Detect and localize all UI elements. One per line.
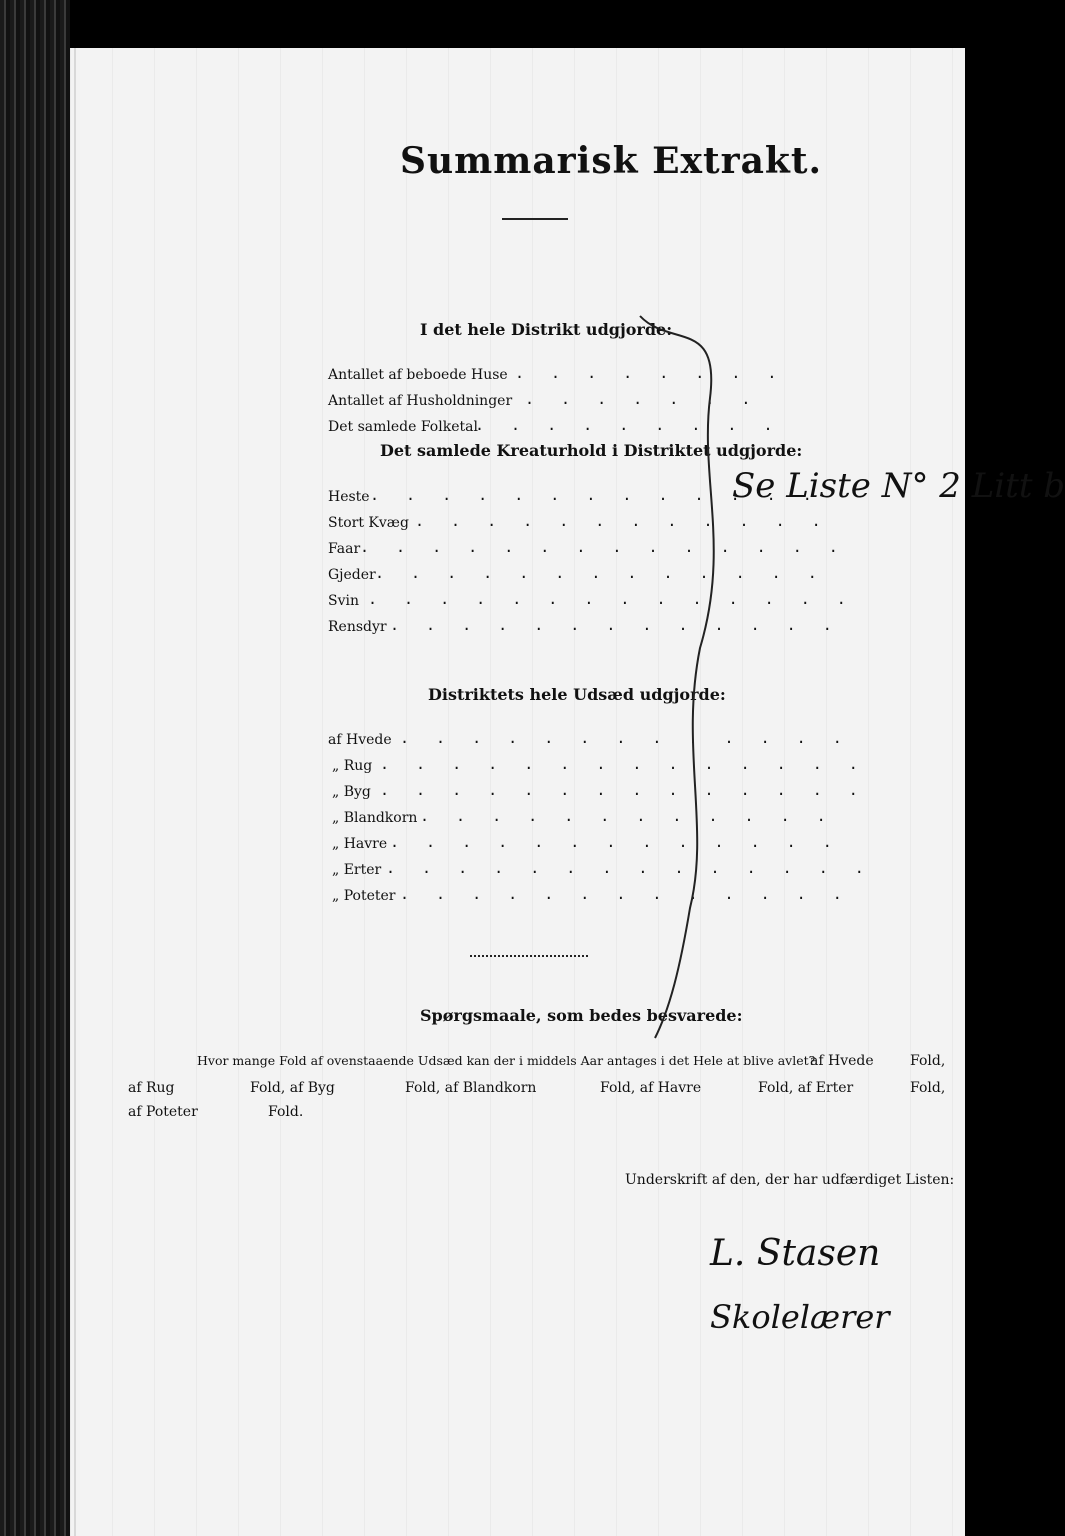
section3-item-wheat: af Hvede <box>328 732 392 748</box>
section1-item-houses: Antallet af beboede Huse <box>328 367 508 383</box>
dot-leader: . . . . . . . . . . . . . . <box>380 755 867 773</box>
section3-item-oats: „ Havre <box>332 836 388 852</box>
section2-item-goats: Gjeder <box>328 567 376 583</box>
dot-leader: . . . . . . . . . . . . <box>415 512 830 530</box>
question-fold-end: Fold. <box>268 1104 304 1120</box>
section2-item-horses: Heste <box>328 489 370 505</box>
book-binding <box>0 0 70 1536</box>
dot-leader: . . . . . . . . . . . . . . <box>386 859 873 877</box>
questions-heading: Spørgsmaale, som bedes besvarede: <box>420 1006 743 1025</box>
dot-leader: . . . . . . . . . . . . . <box>370 486 821 504</box>
dot-leader: . . . . . . . . <box>515 364 786 382</box>
section3-item-barley: „ Byg <box>332 784 371 800</box>
section1-heading: I det hele Distrikt udgjorde: <box>420 320 673 339</box>
section3-item-peas: „ Erter <box>332 862 382 878</box>
signature-title: Skolelærer <box>710 1298 890 1336</box>
page-title: Summarisk Extrakt. <box>400 140 822 182</box>
dot-leader: . . . . . . . . . . . . . <box>400 885 851 903</box>
dot-leader: . . . . . . . . . . . . . . <box>368 590 855 608</box>
question-fold-af-havre: Fold, af Havre <box>600 1080 702 1096</box>
dot-leader: . . . . . . . <box>525 390 760 408</box>
question-fold-1: Fold, <box>910 1053 946 1069</box>
section3-item-rye: „ Rug <box>332 758 373 774</box>
question-fold-af-erter: Fold, af Erter <box>758 1080 854 1096</box>
section3-item-potatoes: „ Poteter <box>332 888 396 904</box>
question-af-hvede: af Hvede <box>810 1053 874 1069</box>
section1-item-population: Det samlede Folketal <box>328 419 478 435</box>
brace-stroke <box>70 48 965 1536</box>
margin-note-handwritten: Se Liste N° 2 Litt b <box>732 466 1065 506</box>
dot-leader: . . . . . . . . . . . . . <box>400 729 851 747</box>
signature-label: Underskrift af den, der har udfærdiget Listen: <box>625 1172 955 1188</box>
dot-leader: . . . . . . . . . . . . <box>420 807 835 825</box>
question-fold-af-blandkorn: Fold, af Blandkorn <box>405 1080 537 1096</box>
dot-leader: . . . . . . . . . <box>475 416 782 434</box>
section3-heading: Distriktets hele Udsæd udgjorde: <box>428 685 726 704</box>
section1-item-households: Antallet af Husholdninger <box>328 393 513 409</box>
dot-leader: . . . . . . . . . . . . . <box>375 564 826 582</box>
dot-leader: . . . . . . . . . . . . . <box>390 833 841 851</box>
question-af-rug: af Rug <box>128 1080 175 1096</box>
question-fold-2: Fold, <box>910 1080 946 1096</box>
question-line-1: Hvor mange Fold af ovenstaaende Udsæd kan der i middels Aar antages i det Hele at blive avlet? <box>197 1053 816 1068</box>
dot-leader: . . . . . . . . . . . . . <box>390 616 841 634</box>
section2-item-reindeer: Rensdyr <box>328 619 387 635</box>
section2-item-pigs: Svin <box>328 593 359 609</box>
section2-heading: Det samlede Kreaturhold i Distriktet udgjorde: <box>380 441 803 460</box>
signature-name: L. Stasen <box>710 1233 881 1274</box>
section3-item-mixed-grain: „ Blandkorn <box>332 810 418 826</box>
dot-leader: . . . . . . . . . . . . . . <box>360 538 847 556</box>
question-fold-af-byg: Fold, af Byg <box>250 1080 335 1096</box>
page-edge-shadow <box>965 0 990 1536</box>
section2-item-sheep: Faar <box>328 541 361 557</box>
question-af-poteter: af Poteter <box>128 1104 198 1120</box>
dot-leader: . . . . . . . . . . . . . . <box>380 781 867 799</box>
section2-item-cattle: Stort Kvæg <box>328 515 409 531</box>
document-page <box>70 48 1065 1536</box>
